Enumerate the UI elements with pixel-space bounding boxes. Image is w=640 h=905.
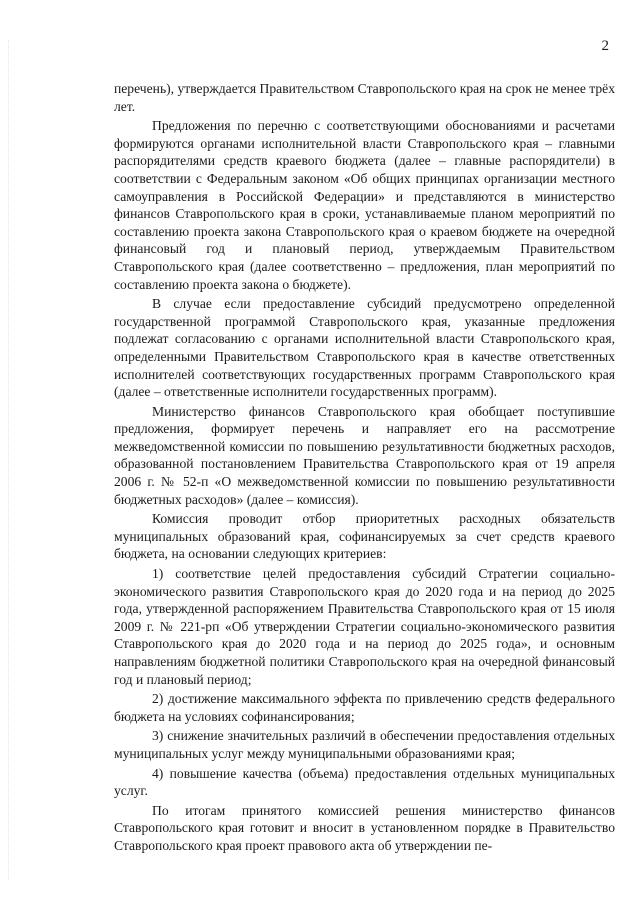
criterion-4: 4) повышение качества (объема) предоставления отдельных муниципальных услуг. [114, 765, 615, 799]
paragraph-results: По итогам принятого комиссией решения министерство финансов Ставропольского края готовит и вносит в установленном порядке в Правительство Ставропольского края проект правового акта об утверждении пе- [114, 802, 615, 853]
paragraph-commission: Комиссия проводит отбор приоритетных расходных обязательств муниципальных образований края, софинансируемых за счет средств краевого бюджета, на основании следующих критериев: [114, 511, 615, 562]
paragraph-proposals: Предложения по перечню с соответствующими обоснованиями и расчетами формируются органами исполнительной власти Ставропольского края – главными распорядителями средств краевого бюджета (далее – главные распорядители) в соответствии с Федеральным законом «Об общих принципах организации местного самоуправления в Российской Федерации» и представляются в министерство финансов Ставропольского края в сроки, устанавливаемые планом мероприятий по составлению проекта закона Ставропольского края о краевом бюджете на очередной финансовый год и плановый период, утверждаемым Правительством Ставропольского края (далее соответственно – предложения, план мероприятий по составлению проекта закона о бюджете). [114, 118, 615, 292]
page-number: 2 [601, 38, 609, 54]
scan-margin-artifact [8, 40, 11, 880]
paragraph-state-program: В случае если предоставление субсидий предусмотрено определенной государственной программой Ставропольского края, указанные предложения подлежат согласованию с органами исполнительной власти Ставропольского края, определенными Правительством Ставропольского края в качестве ответственных исполнителей соответствующих государственных программ Ставропольского края (далее – ответственные исполнители государственных программ). [114, 296, 615, 400]
paragraph-ministry: Министерство финансов Ставропольского края обобщает поступившие предложения, формирует перечень и направляет его на рассмотрение межведомственной комиссии по повышению результативности бюджетных расходов, образованной постановлением Правительства Ставропольского края от 19 апреля 2006 г. № 52-п «О межведомственной комиссии по повышению результативности бюджетных расходов» (далее – комиссия). [114, 403, 615, 507]
document-body [114, 80, 615, 857]
paragraph-continuation: перечень), утверждается Правительством Ставропольского края на срок не менее трёх лет. [114, 81, 616, 114]
criterion-2: 2) достижение максимального эффекта по привлечению средств федерального бюджета на условиях софинансирования; [114, 691, 615, 724]
criterion-3: 3) снижение значительных различий в обеспечении предоставления отдельных муниципальных услуг между муниципальными образованиями края; [114, 728, 615, 761]
criterion-1: 1) соответствие целей предоставления субсидий Стратегии социально-экономического развития Ставропольского края до 2020 года и на период до 2025 года, утвержденной распоряжением Правительства Ставропольского края от 15 июля 2009 г. № 221-рп «Об утверждении Стратегии социально-экономического развития Ставропольского края до 2020 года и на период до 2025 года», и основным направлениям бюджетной политики Ставропольского края на очередной финансовый год и плановый период; [114, 566, 615, 687]
